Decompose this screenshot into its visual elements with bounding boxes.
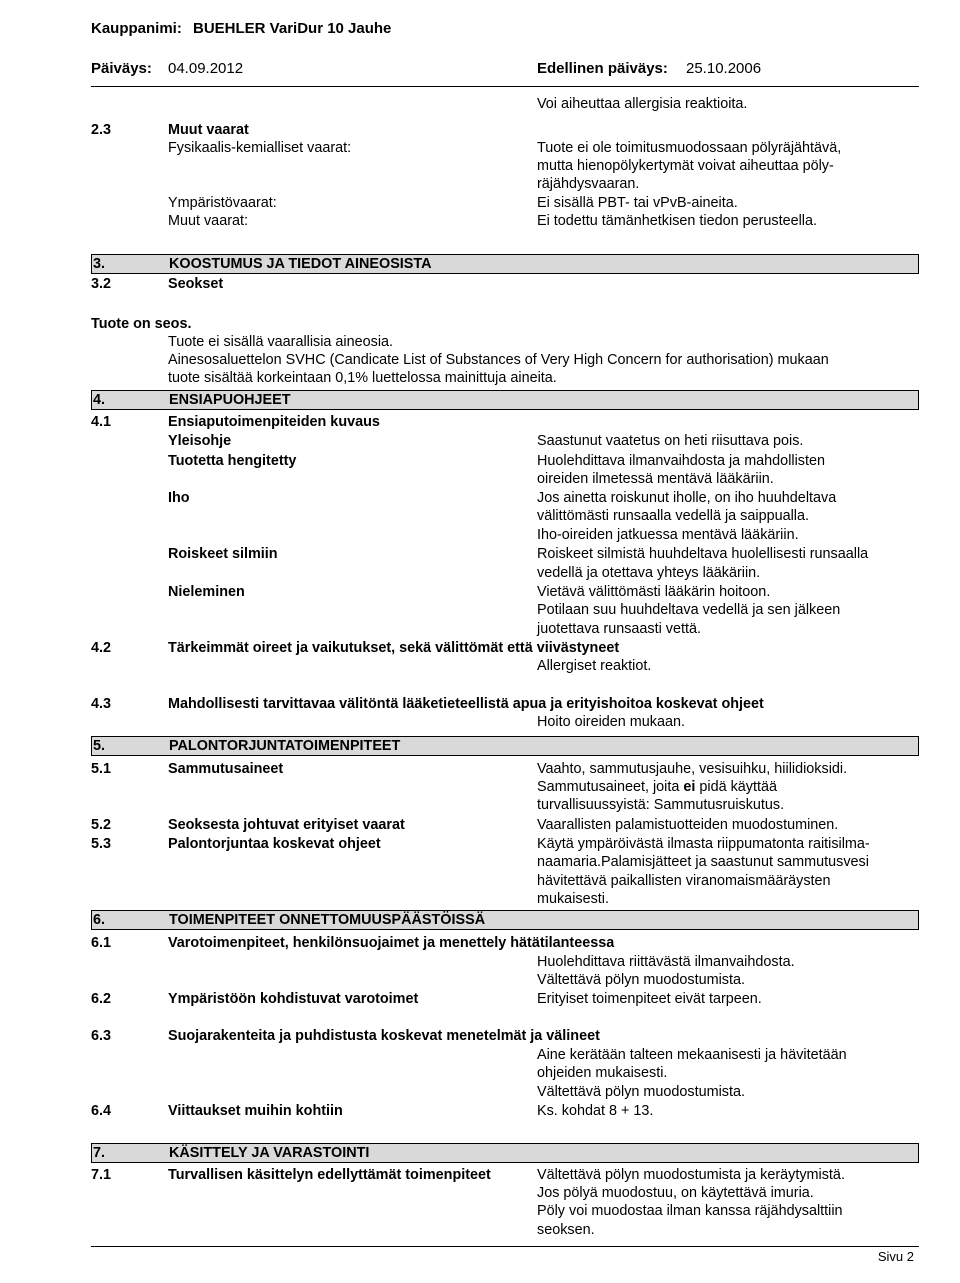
section-6-2-title: Ympäristöön kohdistuvat varotoimet: [168, 991, 419, 1007]
section-4-2-value: Allergiset reaktiot.: [537, 658, 652, 674]
previous-date-value: 25.10.2006: [686, 60, 762, 77]
physical-hazards-label: Fysikaalis-kemialliset vaarat:: [168, 140, 352, 156]
composition-line: Tuote ei sisällä vaarallisia aineosia.: [168, 334, 394, 350]
inhalation-label: Tuotetta hengitetty: [168, 453, 297, 469]
date-label: Päiväys:: [91, 60, 152, 77]
skin-contact-line: Jos ainetta roiskunut iholle, on iho huuhdeltava: [537, 490, 837, 506]
footer-divider: [91, 1246, 919, 1247]
section-6-2-value: Erityiset toimenpiteet eivät tarpeen.: [537, 991, 762, 1007]
section-4-3-title: Mahdollisesti tarvittavaa välitöntä lääketieteellistä apua ja erityishoitoa koskevat ohjeet: [168, 696, 764, 712]
section-6-1-number: 6.1: [91, 935, 112, 951]
cleanup-method-line: ohjeiden mukaisesti.: [537, 1065, 668, 1081]
ingestion-line: Potilaan suu huuhdeltava vedellä ja sen jälkeen: [537, 602, 841, 618]
allergy-note: Voi aiheuttaa allergisia reaktioita.: [537, 96, 748, 112]
inhalation-line: oireiden ilmetessä mentävä lääkäriin.: [537, 471, 774, 487]
section-6-2-number: 6.2: [91, 991, 112, 1007]
section-5-number: 5.: [93, 738, 106, 754]
section-4-title: ENSIAPUOHJEET: [169, 392, 291, 408]
mixture-statement: Tuote on seos.: [91, 316, 192, 332]
section-5-1-number: 5.1: [91, 761, 112, 777]
personal-precautions-line: Vältettävä pölyn muodostumista.: [537, 972, 745, 988]
previous-date-label: Edellinen päiväys:: [537, 60, 668, 77]
environmental-hazards-value: Ei sisällä PBT- tai vPvB-aineita.: [537, 195, 738, 211]
section-4-1-title: Ensiaputoimenpiteiden kuvaus: [168, 414, 380, 430]
general-advice-value: Saastunut vaatetus on heti riisuttava pois.: [537, 433, 804, 449]
safe-handling-line: Pöly voi muodostaa ilman kanssa räjähdysalttiin: [537, 1203, 843, 1219]
section-4-3-value: Hoito oireiden mukaan.: [537, 714, 685, 730]
skin-contact-line: välittömästi runsaalla vedellä ja saippualla.: [537, 508, 809, 524]
firefighting-advice-line: Käytä ympäröivästä ilmasta riippumatonta raitisilma-: [537, 836, 870, 852]
section-6-4-number: 6.4: [91, 1103, 112, 1119]
ingestion-line: juotettava runsaasti vettä.: [537, 621, 701, 637]
section-5-header: [91, 736, 919, 756]
composition-line: tuote sisältää korkeintaan 0,1% luettelossa mainittuja aineita.: [168, 370, 557, 386]
section-4-1-number: 4.1: [91, 414, 112, 430]
section-5-3-title: Palontorjuntaa koskevat ohjeet: [168, 836, 381, 852]
firefighting-advice-line: hävitettävä paikallisten viranomaismääräysten: [537, 873, 831, 889]
ingestion-label: Nieleminen: [168, 584, 245, 600]
section-2-3-number: 2.3: [91, 122, 112, 138]
inhalation-line: Huolehdittava ilmanvaihdosta ja mahdollisten: [537, 453, 825, 469]
section-6-3-number: 6.3: [91, 1028, 112, 1044]
section-6-header: [91, 910, 919, 930]
section-5-1-title: Sammutusaineet: [168, 761, 284, 777]
physical-hazards-line: räjähdysvaaran.: [537, 176, 640, 192]
section-3-title: KOOSTUMUS JA TIEDOT AINEOSISTA: [169, 256, 432, 272]
safe-handling-line: Jos pölyä muodostuu, on käytettävä imuria.: [537, 1185, 814, 1201]
physical-hazards-line: Tuote ei ole toimitusmuodossaan pölyräjähtävä,: [537, 140, 842, 156]
section-4-number: 4.: [93, 392, 106, 408]
section-4-2-number: 4.2: [91, 640, 112, 656]
personal-precautions-line: Huolehdittava riittävästä ilmanvaihdosta.: [537, 954, 795, 970]
section-5-2-title: Seoksesta johtuvat erityiset vaarat: [168, 817, 405, 833]
section-6-number: 6.: [93, 912, 106, 928]
cleanup-method-line: Aine kerätään talteen mekaanisesti ja hävitetään: [537, 1047, 847, 1063]
header-divider: [91, 86, 919, 87]
section-6-1-title: Varotoimenpiteet, henkilönsuojaimet ja menettely hätätilanteessa: [168, 935, 615, 951]
skin-contact-line: Iho-oireiden jatkuessa mentävä lääkäriin.: [537, 527, 799, 543]
section-5-2-number: 5.2: [91, 817, 112, 833]
other-hazards-label: Muut vaarat:: [168, 213, 248, 229]
environmental-hazards-label: Ympäristövaarat:: [168, 195, 277, 211]
composition-line: Ainesosaluettelon SVHC (Candicate List of Substances of Very High Concern for authorisation) mukaan: [168, 352, 829, 368]
general-advice-label: Yleisohje: [168, 433, 232, 449]
section-5-2-value: Vaarallisten palamistuotteiden muodostuminen.: [537, 817, 839, 833]
unsuitable-media-line: turvallisuussyistä: Sammutusruiskutus.: [537, 797, 785, 813]
firefighting-advice-line: mukaisesti.: [537, 891, 609, 907]
eye-contact-line: Roiskeet silmistä huuhdeltava huolellisesti runsaalla: [537, 546, 869, 562]
skin-contact-label: Iho: [168, 490, 190, 506]
section-5-3-number: 5.3: [91, 836, 112, 852]
section-4-3-number: 4.3: [91, 696, 112, 712]
unsuitable-media-line: Sammutusaineet, joita ei pidä käyttää: [537, 779, 778, 795]
section-4-header: [91, 390, 919, 410]
extinguishing-media-line: Vaahto, sammutusjauhe, vesisuihku, hiilidioksidi.: [537, 761, 848, 777]
section-6-4-value: Ks. kohdat 8 + 13.: [537, 1103, 654, 1119]
section-7-header: [91, 1143, 919, 1163]
cleanup-method-line: Vältettävä pölyn muodostumista.: [537, 1084, 745, 1100]
date-value: 04.09.2012: [168, 60, 244, 77]
ingestion-line: Vietävä välittömästi lääkärin hoitoon.: [537, 584, 771, 600]
product-name-label: Kauppanimi:: [91, 20, 182, 37]
section-7-1-title: Turvallisen käsittelyn edellyttämät toimenpiteet: [168, 1167, 491, 1183]
product-name: BUEHLER VariDur 10 Jauhe: [193, 20, 392, 37]
section-3-number: 3.: [93, 256, 106, 272]
section-7-title: KÄSITTELY JA VARASTOINTI: [169, 1145, 370, 1161]
eye-contact-line: vedellä ja otettava yhteys lääkäriin.: [537, 565, 761, 581]
safe-handling-line: Vältettävä pölyn muodostumista ja keräytymistä.: [537, 1167, 845, 1183]
section-7-1-number: 7.1: [91, 1167, 112, 1183]
physical-hazards-line: mutta hienopölykertymät voivat aiheuttaa pöly-: [537, 158, 834, 174]
section-3-header: [91, 254, 919, 274]
section-3-2-title: Seokset: [168, 276, 224, 292]
section-3-2-number: 3.2: [91, 276, 112, 292]
firefighting-advice-line: naamaria.Palamisjätteet ja saastunut sammutusvesi: [537, 854, 869, 870]
section-5-title: PALONTORJUNTATOIMENPITEET: [169, 738, 401, 754]
section-2-3-title: Muut vaarat: [168, 122, 249, 138]
section-6-4-title: Viittaukset muihin kohtiin: [168, 1103, 343, 1119]
section-6-title: TOIMENPITEET ONNETTOMUUSPÄÄSTÖISSÄ: [169, 912, 486, 928]
page-number: Sivu 2: [877, 1249, 914, 1264]
section-4-2-title: Tärkeimmät oireet ja vaikutukset, sekä välittömät että viivästyneet: [168, 640, 620, 656]
section-6-3-title: Suojarakenteita ja puhdistusta koskevat menetelmät ja välineet: [168, 1028, 600, 1044]
safe-handling-line: seoksen.: [537, 1222, 595, 1238]
other-hazards-value: Ei todettu tämänhetkisen tiedon perusteella.: [537, 213, 817, 229]
eye-contact-label: Roiskeet silmiin: [168, 546, 278, 562]
section-7-number: 7.: [93, 1145, 106, 1161]
